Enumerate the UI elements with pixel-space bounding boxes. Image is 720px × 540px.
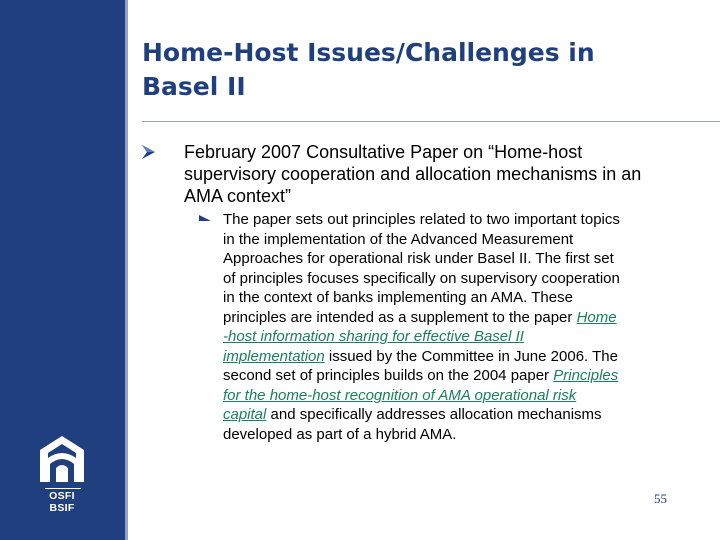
- title-divider: [142, 121, 720, 122]
- bullet1-line: AMA context”: [184, 186, 292, 206]
- arrow-bullet-icon: [140, 144, 162, 160]
- bullet1-line: February 2007 Consultative Paper on “Home-host: [184, 142, 583, 162]
- link-home-host-info-sharing[interactable]: implementation: [223, 347, 325, 365]
- pennant-bullet-icon: [198, 215, 212, 223]
- page-title: [142, 36, 702, 104]
- summary-text: issued by the Committee in June 2006. The: [324, 347, 618, 365]
- summary-line: [223, 405, 713, 425]
- summary-line: developed as part of a hybrid AMA.: [223, 425, 457, 443]
- summary-line: The paper sets out principles related to two important topics: [223, 211, 620, 228]
- link-principles-ama-capital[interactable]: for the home-host recognition of AMA operational risk: [223, 386, 577, 404]
- link-home-host-info-sharing[interactable]: -host information sharing for effective Basel II: [223, 328, 524, 345]
- summary-line: of principles focuses specifically on supervisory cooperation: [223, 269, 620, 287]
- link-principles-ama-capital[interactable]: capital: [223, 406, 267, 423]
- title-line-2: Basel II: [142, 72, 246, 101]
- logo-line-bsif: BSIF: [49, 502, 75, 514]
- link-home-host-info-sharing[interactable]: Home: [576, 308, 617, 326]
- sub-bullet-paper-summary: [223, 210, 713, 444]
- page-number: 55: [654, 491, 667, 506]
- summary-line: [223, 327, 713, 347]
- summary-line: [223, 347, 713, 367]
- bullet1-line: supervisory cooperation and allocation mechanisms in an: [184, 164, 642, 184]
- summary-line: in the context of banks implementing an AMA. These: [223, 289, 573, 306]
- sidebar-stripe: [125, 0, 128, 540]
- bullet-consultative-paper: [184, 141, 714, 207]
- osfi-logo-icon: [38, 434, 86, 484]
- logo-divider: [45, 488, 81, 489]
- summary-line: [223, 386, 713, 406]
- summary-line: [223, 308, 713, 328]
- summary-text: principles are intended as a supplement to the paper: [223, 308, 577, 326]
- summary-line: Approaches for operational risk under Basel II. The first set: [223, 250, 614, 267]
- link-principles-ama-capital[interactable]: Principles: [553, 367, 619, 384]
- logo-text: [38, 490, 86, 514]
- logo-line-osfi: OSFI: [49, 490, 75, 502]
- title-line-1: Home-Host Issues/Challenges in: [142, 38, 595, 67]
- summary-text: second set of principles builds on the 2004 paper: [223, 367, 554, 384]
- summary-line: in the implementation of the Advanced Measurement: [223, 230, 574, 248]
- summary-text: and specifically addresses allocation mechanisms: [266, 406, 602, 423]
- summary-line: [223, 366, 713, 386]
